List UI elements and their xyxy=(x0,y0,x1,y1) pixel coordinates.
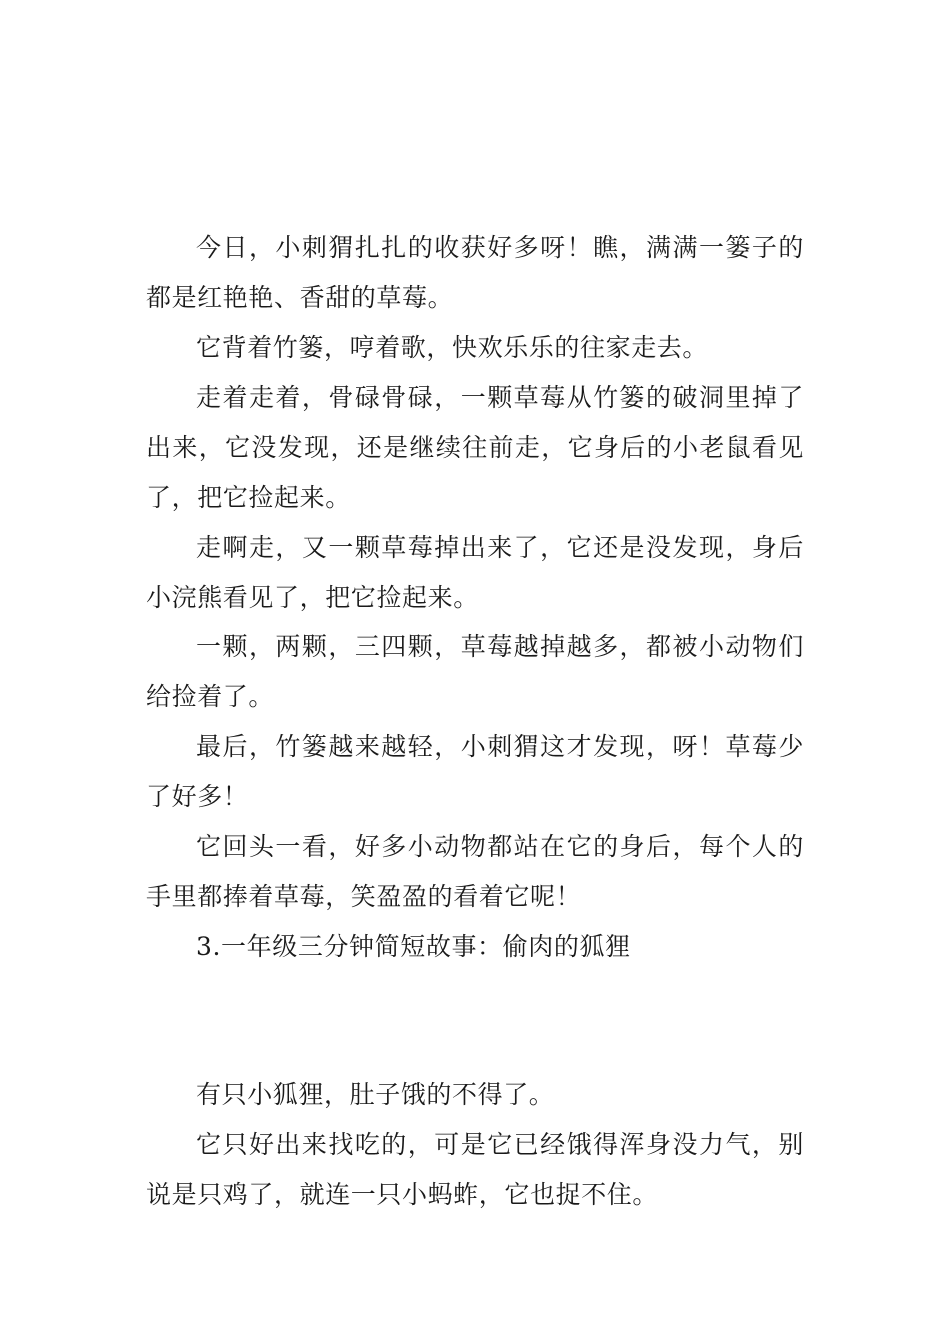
section-heading: 3.一年级三分钟简短故事：偷肉的狐狸 xyxy=(196,932,631,961)
paragraph-line: 说是只鸡了，就连一只小蚂蚱，它也捉不住。 xyxy=(146,1180,659,1209)
paragraph-line: 一颗，两颗，三四颗，草莓越掉越多，都被小动物们 xyxy=(196,632,804,661)
paragraph-line: 它只好出来找吃的，可是它已经饿得浑身没力气，别 xyxy=(196,1130,804,1159)
paragraph-line: 小浣熊看见了，把它捡起来。 xyxy=(146,583,479,612)
paragraph-line: 有只小狐狸，肚子饿的不得了。 xyxy=(196,1080,555,1109)
paragraph-line: 了好多！ xyxy=(146,782,249,811)
paragraph-line: 了，把它捡起来。 xyxy=(146,483,351,512)
paragraph-line: 最后，竹篓越来越轻，小刺猬这才发现，呀！草莓少 xyxy=(196,732,804,761)
paragraph-line: 出来，它没发现，还是继续往前走，它身后的小老鼠看见 xyxy=(146,433,804,462)
paragraph-line: 走着走着，骨碌骨碌，一颗草莓从竹篓的破洞里掉了 xyxy=(196,383,804,412)
paragraph-line: 手里都捧着草莓，笑盈盈的看着它呢！ xyxy=(146,882,582,911)
paragraph-line: 今日，小刺猬扎扎的收获好多呀！瞧，满满一篓子的 xyxy=(196,233,804,262)
paragraph-line: 它回头一看，好多小动物都站在它的身后，每个人的 xyxy=(196,832,804,861)
paragraph-line: 给捡着了。 xyxy=(146,682,275,711)
paragraph-line: 走啊走，又一颗草莓掉出来了，它还是没发现，身后 xyxy=(196,533,804,562)
paragraph-line: 它背着竹篓，哼着歌，快欢乐乐的往家走去。 xyxy=(196,333,709,362)
paragraph-line: 都是红艳艳、香甜的草莓。 xyxy=(146,283,454,312)
